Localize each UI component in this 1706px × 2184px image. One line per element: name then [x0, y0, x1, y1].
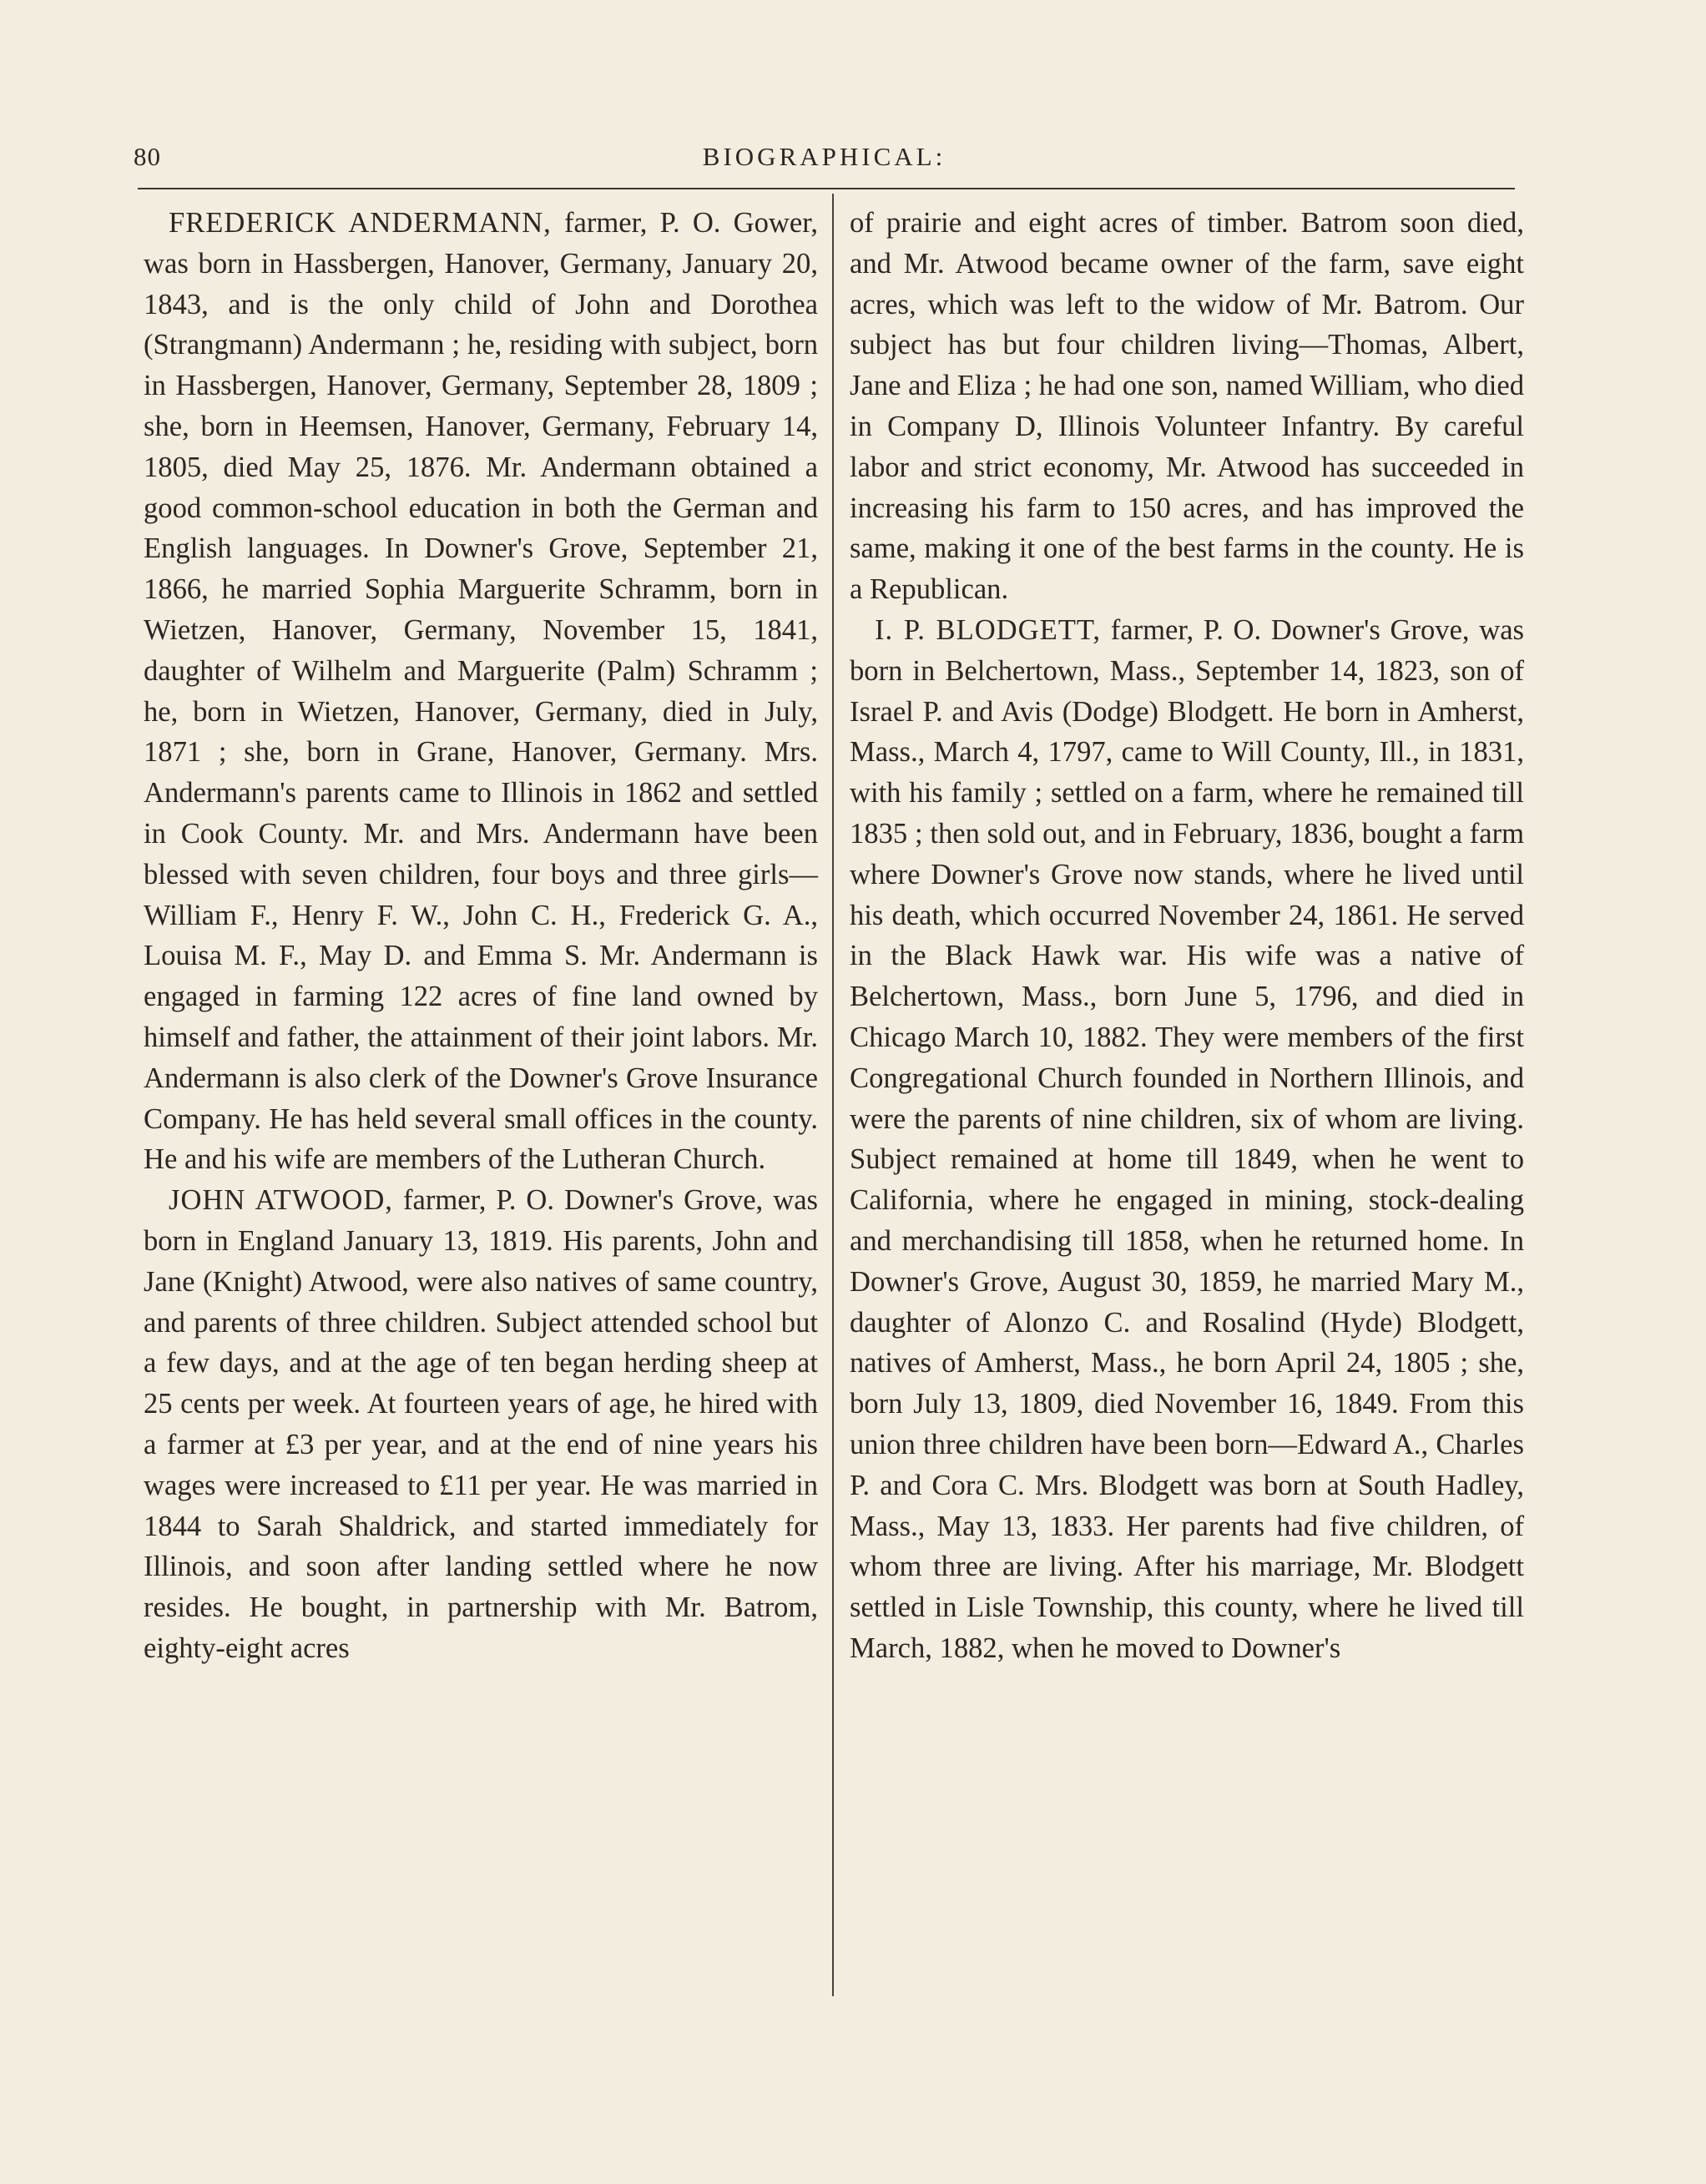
entry-text: farmer, P. O. Downer's Grove, was born in Belchertown, Mass., September 14, 1823, son of Israel P. and Avis (Dodge) Blodgett. He born in Amherst, Mass., March 4, 1797, came to Will County, Ill., in 1831, with his family ; settled on a farm, where he remained till 1835 ; then sold out, and in February, 1836, bought a farm where Downer's Grove now stands, where he lived until his death, which occurred November 24, 1861. He served in the Black Hawk war. His wife was a native of Belchertown, Mass., born June 5, 1796, and died in Chicago March 10, 1882. They were members of the first Congregational Church founded in Northern Illinois, and were the parents of nine children, six of whom are living. Subject remained at home till 1849, when he went to California, where he engaged in mining, stock-dealing and merchandising till 1858, when he returned home. In Downer's Grove, August 30, 1859, he married Mary M., daughter of Alonzo C. and Rosalind (Hyde) Blodgett, natives of Amherst, Mass., he born April 24, 1805 ; she, born July 13, 1809, died November 16, 1849. From this union three children have been born—Edward A., Charles P. and Cora C. Mrs. Blodgett was born at South Hadley, Mass., May 13, 1833. Her parents had five children, of whom three are living. After his marriage, Mr. Blodgett settled in Lisle Township, this county, where he lived till March, 1882, when he moved to Downer's — [850, 613, 1525, 1664]
entry-text: farmer, P. O. Downer's Grove, was born in England January 13, 1819. His parents, John and Jane (Knight) Atwood, were also natives of same country, and parents of three children. Subject attended school but a few days, and at the age of ten began herding sheep at 25 cents per week. At fourteen years of age, he hired with a farmer at £3 per year, and at the end of nine years his wages were increased to £11 per year. He was married in 1844 to Sarah Shaldrick, and started immediately for Illinois, and soon after landing settled where he now resides. He bought, in partnership with Mr. Batrom, eighty-eight acres — [144, 1184, 818, 1664]
entry-blodgett — [850, 610, 1524, 1669]
entry-andermann — [144, 203, 818, 1180]
entry-name: JOHN ATWOOD, — [169, 1184, 393, 1217]
entry-text: farmer, P. O. Gower, was born in Hassbergen, Hanover, Germany, January 20, 1843, and is the only child of John and Dorothea (Strangmann) Andermann ; he, residing with subject, born in Hassbergen, Hanover, Germany, September 28, 1809 ; she, born in Heemsen, Hanover, Germany, February 14, 1805, died May 25, 1876. Mr. Andermann obtained a good common-school education in both the German and English languages. In Downer's Grove, September 21, 1866, he married Sophia Marguerite Schramm, born in Wietzen, Hanover, Germany, November 15, 1841, daughter of Wilhelm and Marguerite (Palm) Schramm ; he, born in Wietzen, Hanover, Germany, died in July, 1871 ; she, born in Grane, Hanover, Germany. Mrs. Andermann's parents came to Illinois in 1862 and settled in Cook County. Mr. and Mrs. Andermann have been blessed with seven children, four boys and three girls—William F., Henry F. W., John C. H., Frederick G. A., Louisa M. F., May D. and Emma S. Mr. Andermann is engaged in farming 122 acres of fine land owned by himself and father, the attainment of their joint labors. Mr. Andermann is also clerk of the Downer's Grove Insurance Company. He has held several small offices in the county. He and his wife are members of the Lutheran Church. — [144, 207, 818, 1176]
right-column — [850, 203, 1524, 1669]
left-column — [144, 203, 818, 1669]
page-header — [134, 142, 1515, 184]
entry-name: FREDERICK ANDERMANN, — [169, 207, 552, 239]
header-rule — [138, 188, 1515, 189]
entry-atwood — [144, 1180, 818, 1669]
column-divider — [832, 194, 834, 1996]
page-number: 80 — [134, 142, 161, 171]
entry-atwood-continued: of prairie and eight acres of timber. Batrom soon died, and Mr. Atwood became owner of the farm, save eight acres, which was left to the widow of Mr. Batrom. Our subject has but four children living—Thomas, Albert, Jane and Eliza ; he had one son, named William, who died in Company D, Illinois Volunteer Infantry. By careful labor and strict economy, Mr. Atwood has succeeded in increasing his farm to 150 acres, and has improved the same, making it one of the best farms in the county. He is a Republican. — [850, 207, 1524, 606]
running-head: BIOGRAPHICAL: — [702, 142, 946, 171]
entry-name: I. P. BLODGETT, — [875, 613, 1102, 646]
